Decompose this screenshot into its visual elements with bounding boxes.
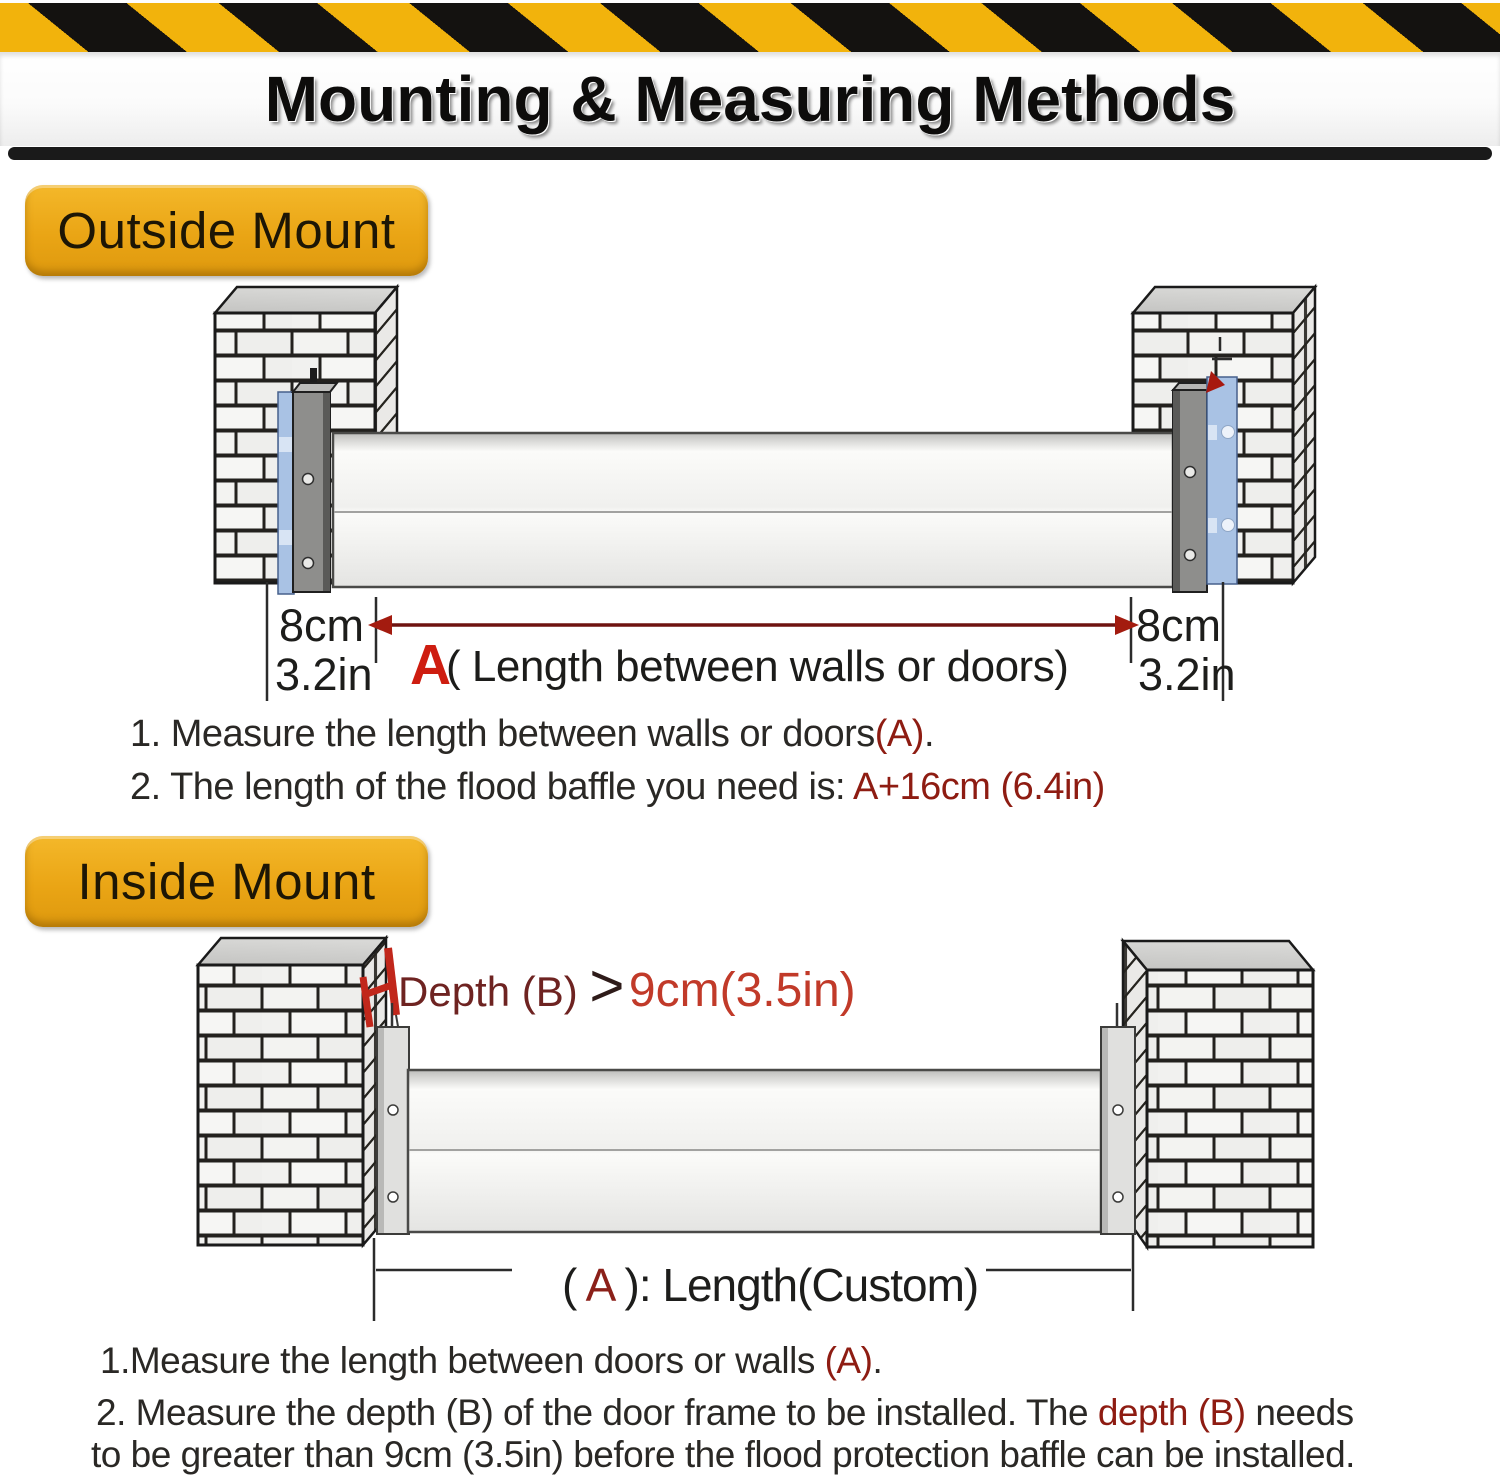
step-text: 1. Measure the length between walls or doors: [130, 713, 875, 755]
page-title: Mounting & Measuring Methods: [264, 63, 1236, 135]
pillar-cap: [1133, 287, 1315, 313]
length-annotation: [562, 1259, 978, 1311]
step-text: .: [872, 1340, 883, 1381]
left-mounting-bracket: [377, 1003, 409, 1234]
inside-step-2-continued: [91, 1434, 1355, 1475]
step-text: 1.Measure the length between doors or walls: [100, 1340, 825, 1381]
pillar-side: [1293, 287, 1315, 583]
right-mounting-bracket: [1101, 1003, 1135, 1234]
screw-hole: [1113, 1192, 1123, 1202]
outside-mount-badge: Outside Mount: [25, 185, 428, 276]
step-text: needs: [1245, 1392, 1354, 1433]
paren-open: (: [562, 1259, 577, 1311]
outside-mount-steps: [130, 708, 1105, 814]
inside-step-1: [100, 1340, 882, 1382]
pillar-cap: [1123, 941, 1313, 970]
screw-hole: [1185, 467, 1196, 478]
span-dimension-arrow: [368, 615, 1139, 635]
right-seal-strip: [1207, 377, 1237, 584]
screw-hole: [388, 1192, 398, 1202]
screw-hole: [388, 1105, 398, 1115]
screw-hole: [1185, 550, 1196, 561]
span-letter: A: [410, 633, 452, 697]
depth-label: Depth (B): [398, 968, 590, 1015]
length-rest: ): Length(Custom): [624, 1259, 979, 1311]
step-line: [130, 708, 1105, 761]
right-offset-in: 3.2in: [1138, 649, 1236, 700]
left-offset-in: 3.2in: [275, 649, 373, 700]
pillar-cap: [198, 938, 386, 965]
length-letter: A: [585, 1259, 613, 1311]
screw-hole: [1113, 1105, 1123, 1115]
right-brick-pillar: [1123, 941, 1313, 1247]
left-seal-strip: [278, 392, 294, 594]
screw-hole: [303, 558, 314, 569]
span-caption: ( Length between walls or doors): [446, 642, 1069, 691]
step-line: [130, 761, 1105, 814]
screw-hole: [303, 474, 314, 485]
flood-baffle: [333, 433, 1173, 587]
inside-mount-diagram: [150, 935, 1400, 1335]
outside-mount-diagram: [180, 280, 1350, 705]
pillar-front: [1147, 970, 1313, 1247]
inside-mount-badge: Inside Mount: [25, 836, 428, 927]
step-highlight: depth (B): [1097, 1392, 1246, 1433]
depth-value: 9cm(3.5in): [628, 964, 856, 1017]
step-text: .: [923, 713, 934, 755]
pillar-cap: [215, 287, 397, 313]
left-brick-pillar: [198, 938, 386, 1245]
title-underline-bar: [8, 147, 1492, 160]
step-text: to be greater than 9cm (3.5in) before the flood protection baffle can be installed.: [91, 1434, 1355, 1475]
greater-than-sign: >: [589, 952, 625, 1019]
title-band: [0, 52, 1500, 146]
step-highlight: (A): [824, 1340, 873, 1381]
hazard-stripe-banner: [0, 0, 1500, 55]
left-offset-cm: 8cm: [279, 600, 365, 651]
step-highlight: A+16cm (6.4in): [853, 766, 1105, 808]
left-mounting-bracket: [293, 383, 337, 592]
step-highlight: (A): [874, 713, 924, 755]
inside-step-2: [96, 1392, 1354, 1434]
depth-annotation: [398, 952, 856, 1019]
flood-baffle: [408, 1070, 1101, 1232]
step-text: 2. Measure the depth (B) of the door frame to be installed. The: [96, 1392, 1098, 1433]
right-offset-cm: 8cm: [1136, 600, 1222, 651]
pillar-front: [198, 965, 363, 1245]
step-text: 2. The length of the flood baffle you need is:: [130, 766, 853, 808]
